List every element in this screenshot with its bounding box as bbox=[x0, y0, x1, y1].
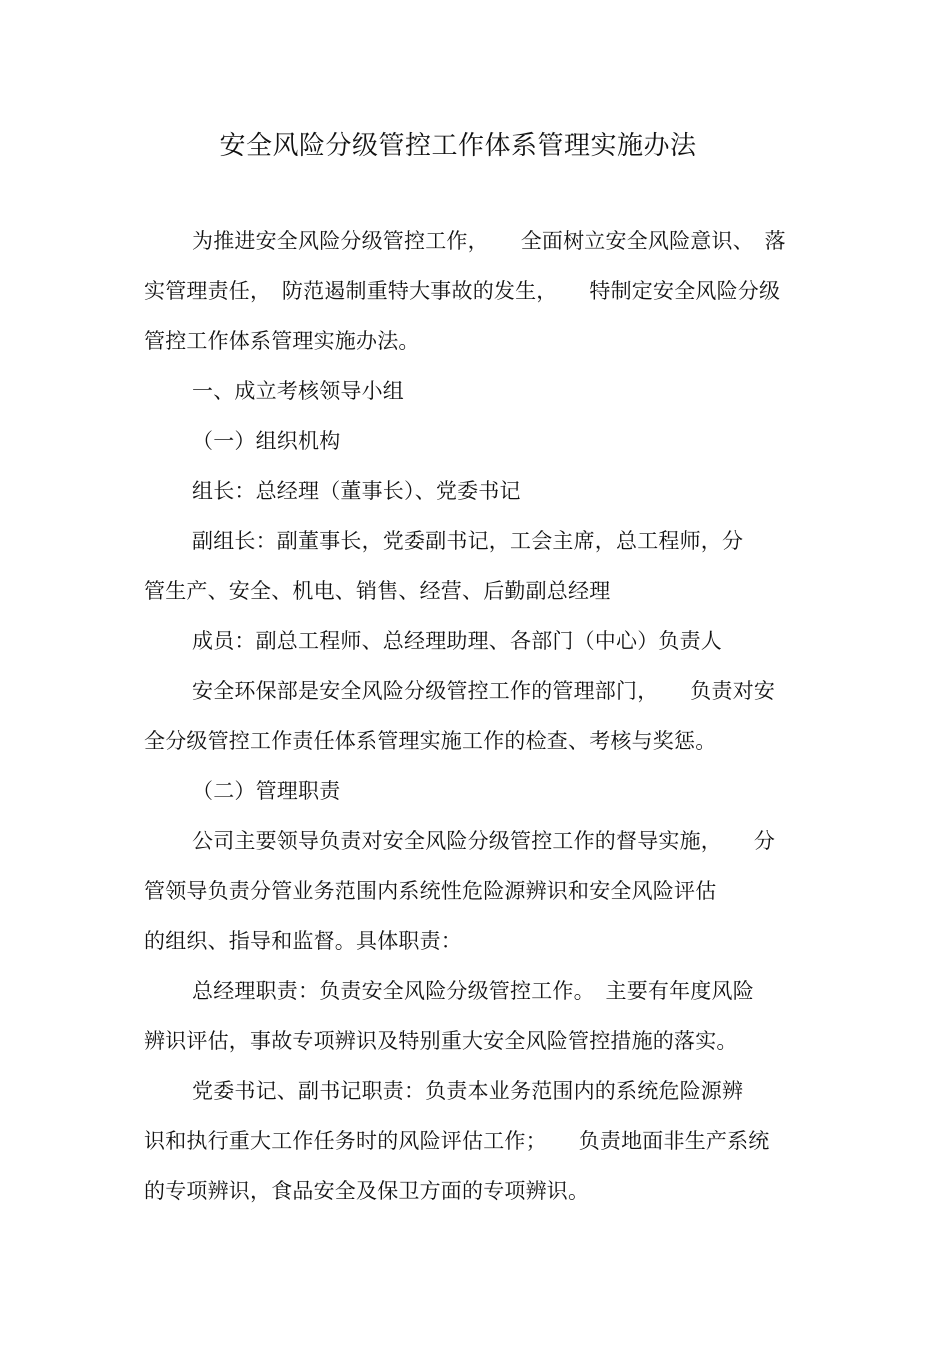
deputy-leader-line-2: 管生产、安全、机电、销售、经营、后勤副总经理 bbox=[144, 579, 611, 603]
party-secretary-duty-line-2: 识和执行重大工作任务时的风险评估工作； 负责地面非生产系统 bbox=[144, 1129, 770, 1153]
document-title: 安全风险分级管控工作体系管理实施办法 bbox=[219, 131, 697, 161]
department-line-1: 安全环保部是安全风险分级管控工作的管理部门， 负责对安 bbox=[192, 679, 776, 703]
party-secretary-duty-line-3: 的专项辨识，食品安全及保卫方面的专项辨识。 bbox=[144, 1179, 590, 1203]
responsibility-line-2: 管领导负责分管业务范围内系统性危险源辨识和安全风险评估 bbox=[144, 879, 717, 903]
members-line: 成员：副总工程师、总经理助理、各部门（中心）负责人 bbox=[192, 629, 722, 653]
subsection-heading-2: （二）管理职责 bbox=[192, 779, 341, 803]
deputy-leader-line-1: 副组长：副董事长，党委副书记，工会主席，总工程师，分 bbox=[192, 529, 744, 553]
subsection-heading-1: （一）组织机构 bbox=[192, 429, 341, 453]
responsibility-line-3: 的组织、指导和监督。具体职责： bbox=[144, 929, 462, 953]
responsibility-line-1: 公司主要领导负责对安全风险分级管控工作的督导实施， 分 bbox=[192, 829, 776, 853]
paragraph-line-intro-2: 实管理责任， 防范遏制重特大事故的发生， 特制定安全风险分级 bbox=[144, 279, 781, 303]
department-line-2: 全分级管控工作责任体系管理实施工作的检查、考核与奖惩。 bbox=[144, 729, 717, 753]
leader-line: 组长：总经理（董事长）、党委书记 bbox=[192, 479, 521, 503]
party-secretary-duty-line-1: 党委书记、副书记职责：负责本业务范围内的系统危险源辨 bbox=[192, 1079, 744, 1103]
gm-duty-line-2: 辨识评估，事故专项辨识及特别重大安全风险管控措施的落实。 bbox=[144, 1029, 738, 1053]
section-heading-1: 一、成立考核领导小组 bbox=[192, 379, 404, 403]
paragraph-line-intro-3: 管控工作体系管理实施办法。 bbox=[144, 329, 420, 353]
gm-duty-line-1: 总经理职责：负责安全风险分级管控工作。 主要有年度风险 bbox=[192, 979, 754, 1003]
paragraph-line-intro-1: 为推进安全风险分级管控工作， 全面树立安全风险意识、 落 bbox=[192, 229, 786, 253]
